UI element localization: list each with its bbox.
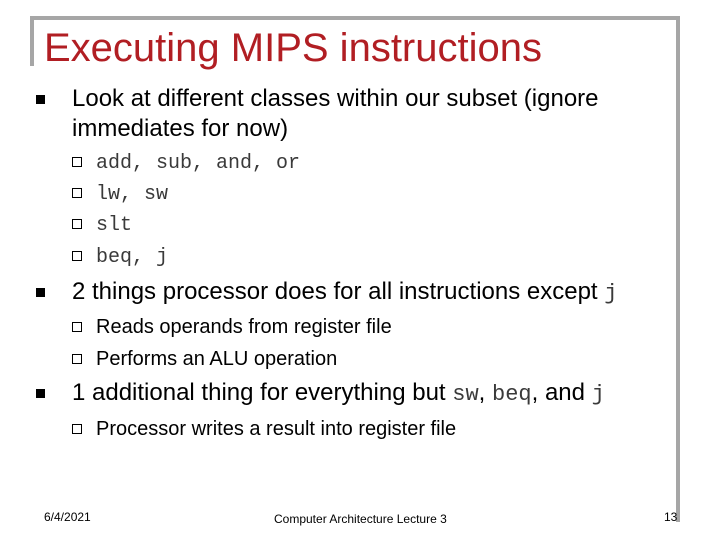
sub-item-text: Processor writes a result into register file bbox=[96, 418, 457, 440]
bullet-3-code-j: j bbox=[591, 382, 605, 407]
sub-item-text: Reads operands from register file bbox=[96, 316, 392, 338]
bullet-2-code: j bbox=[604, 281, 618, 306]
square-bullet-icon bbox=[36, 95, 45, 104]
hollow-square-bullet-icon bbox=[72, 322, 82, 332]
sub-item-text: slt bbox=[96, 214, 133, 237]
bullet-1-sub-4 bbox=[96, 244, 656, 270]
bullet-2-sub-2 bbox=[96, 347, 656, 371]
hollow-square-bullet-icon bbox=[72, 219, 82, 229]
slide-title: Executing MIPS instructions bbox=[44, 26, 542, 70]
bullet-2 bbox=[72, 277, 672, 309]
hollow-square-bullet-icon bbox=[72, 157, 82, 167]
bullet-3 bbox=[72, 378, 672, 410]
sub-item-text: add, sub, and, or bbox=[96, 152, 301, 175]
bullet-1-sub-2 bbox=[96, 181, 656, 207]
hollow-square-bullet-icon bbox=[72, 354, 82, 364]
hollow-square-bullet-icon bbox=[72, 251, 82, 261]
bullet-2-text: 2 things processor does for all instructions except bbox=[72, 278, 605, 305]
bullet-1-sub-1 bbox=[96, 150, 656, 176]
bullet-3-code-sw: sw bbox=[452, 382, 479, 407]
bullet-2-sub-1 bbox=[96, 315, 656, 339]
page-number: 13 bbox=[664, 510, 678, 524]
sub-item-text: beq, j bbox=[96, 246, 169, 269]
sub-item-text: lw, sw bbox=[96, 183, 169, 206]
bullet-1-sub-3 bbox=[96, 212, 656, 238]
bullet-3-text: 1 additional thing for everything but bbox=[72, 379, 453, 406]
sub-item-text: Performs an ALU operation bbox=[96, 348, 338, 370]
bullet-1 bbox=[72, 84, 672, 144]
hollow-square-bullet-icon bbox=[72, 424, 82, 434]
bullet-3-sep: , and bbox=[531, 379, 592, 406]
footer-date: 6/4/2021 bbox=[44, 510, 91, 524]
square-bullet-icon bbox=[36, 288, 45, 297]
bullet-3-sub-1 bbox=[96, 417, 656, 441]
square-bullet-icon bbox=[36, 389, 45, 398]
bullet-3-sep: , bbox=[478, 379, 492, 406]
footer-course: Computer Architecture Lecture 3 bbox=[274, 512, 447, 526]
bullet-1-text: Look at different classes within our subset (ignore immediates for now) bbox=[72, 85, 599, 142]
bullet-3-code-beq: beq bbox=[492, 382, 532, 407]
hollow-square-bullet-icon bbox=[72, 188, 82, 198]
